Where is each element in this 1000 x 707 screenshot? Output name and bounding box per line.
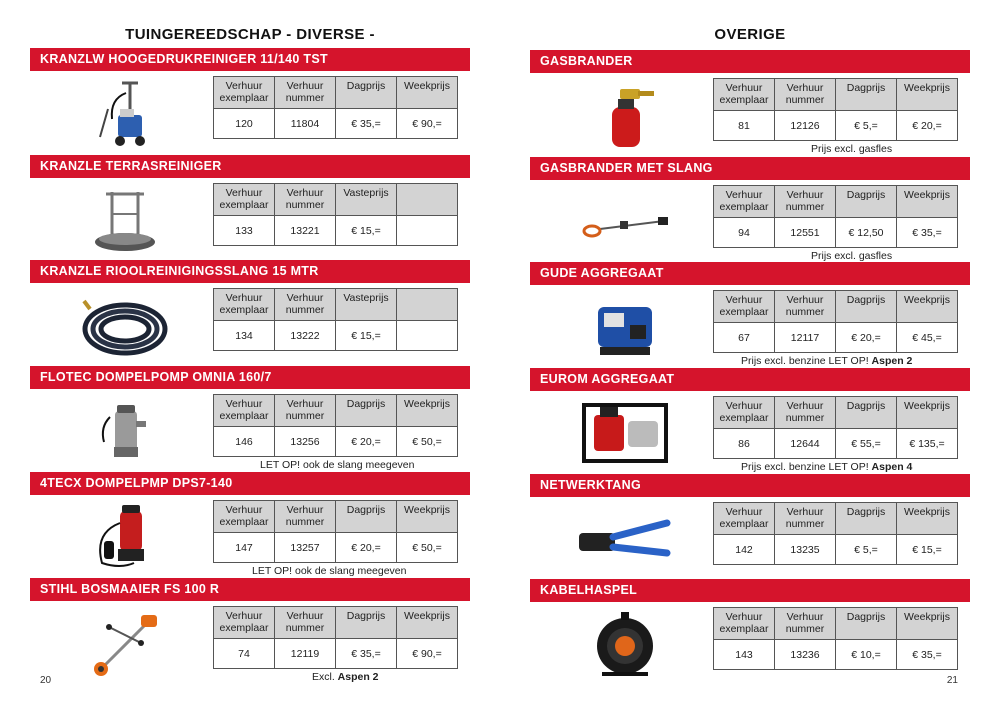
- value-cell: € 45,=: [897, 323, 958, 353]
- product-note: Excl. Aspen 2: [312, 671, 379, 683]
- price-table: [213, 606, 458, 669]
- value-cell: 147: [214, 533, 275, 563]
- product-note: Prijs excl. gasfles: [811, 250, 893, 262]
- header-cell: Vasteprijs: [336, 289, 397, 321]
- value-cell: 13222: [275, 321, 336, 351]
- value-cell: 12551: [775, 218, 836, 248]
- value-cell: 142: [714, 535, 775, 565]
- product-section: [530, 262, 970, 368]
- value-cell: € 35,=: [897, 218, 958, 248]
- product-section: [30, 260, 470, 366]
- product-title: EUROM AGGREGAAT: [530, 368, 970, 391]
- price-table: [213, 183, 458, 246]
- product-section: [530, 368, 970, 474]
- price-table: [213, 76, 458, 139]
- value-cell: € 55,=: [836, 429, 897, 459]
- header-cell: Dagprijs: [336, 77, 397, 109]
- product-section: [530, 157, 970, 263]
- header-cell: [397, 289, 458, 321]
- value-cell: 133: [214, 216, 275, 246]
- value-cell: 134: [214, 321, 275, 351]
- product-section: [30, 578, 470, 684]
- submersible-pump-icon: [75, 396, 175, 468]
- gas-torch-icon: [575, 80, 675, 152]
- product-title: FLOTEC DOMPELPOMP OMNIA 160/7: [30, 366, 470, 389]
- price-table: [213, 500, 458, 563]
- value-cell: € 35,=: [336, 639, 397, 669]
- header-cell: Verhuur exemplaar: [214, 607, 275, 639]
- value-cell: € 15,=: [336, 216, 397, 246]
- header-cell: Dagprijs: [336, 607, 397, 639]
- product-note: Prijs excl. benzine LET OP! Aspen 2: [741, 355, 913, 367]
- value-cell: € 5,=: [836, 111, 897, 141]
- header-cell: Weekprijs: [897, 186, 958, 218]
- header-cell: [397, 184, 458, 216]
- header-cell: Weekprijs: [397, 77, 458, 109]
- product-section: [530, 579, 970, 685]
- product-section: [30, 472, 470, 578]
- value-cell: 81: [714, 111, 775, 141]
- red-pump-icon: [75, 502, 175, 574]
- header-cell: Verhuur exemplaar: [214, 289, 275, 321]
- value-cell: € 5,=: [836, 535, 897, 565]
- product-section: [530, 50, 970, 156]
- product-title: 4TECX DOMPELPMP DPS7-140: [30, 472, 470, 495]
- product-section: [30, 155, 470, 261]
- header-cell: Verhuur nummer: [275, 607, 336, 639]
- page-title: TUINGEREEDSCHAP - DIVERSE -: [125, 26, 375, 43]
- brush-cutter-icon: [75, 608, 175, 680]
- header-cell: Dagprijs: [836, 291, 897, 323]
- value-cell: 12126: [775, 111, 836, 141]
- value-cell: 143: [714, 640, 775, 670]
- value-cell: 67: [714, 323, 775, 353]
- product-title: GASBRANDER MET SLANG: [530, 157, 970, 180]
- header-cell: Dagprijs: [836, 397, 897, 429]
- value-cell: 12119: [275, 639, 336, 669]
- header-cell: Weekprijs: [897, 79, 958, 111]
- header-cell: Verhuur nummer: [275, 184, 336, 216]
- header-cell: Verhuur nummer: [775, 79, 836, 111]
- value-cell: 86: [714, 429, 775, 459]
- header-cell: Verhuur nummer: [275, 77, 336, 109]
- value-cell: 13236: [775, 640, 836, 670]
- value-cell: € 20,=: [336, 533, 397, 563]
- product-title: NETWERKTANG: [530, 474, 970, 497]
- header-cell: Verhuur exemplaar: [714, 397, 775, 429]
- header-cell: Verhuur nummer: [275, 289, 336, 321]
- page-number: 20: [40, 675, 52, 686]
- page-title: OVERIGE: [714, 26, 786, 43]
- value-cell: 13235: [775, 535, 836, 565]
- value-cell: € 35,=: [336, 109, 397, 139]
- header-cell: Verhuur exemplaar: [214, 501, 275, 533]
- generator-blue-icon: [575, 292, 675, 364]
- header-cell: Dagprijs: [336, 395, 397, 427]
- value-cell: € 12,50: [836, 218, 897, 248]
- header-cell: Verhuur nummer: [775, 608, 836, 640]
- value-cell: € 35,=: [897, 640, 958, 670]
- product-section: [530, 474, 970, 580]
- product-title: KRANZLE TERRASREINIGER: [30, 155, 470, 178]
- product-title: STIHL BOSMAAIER FS 100 R: [30, 578, 470, 601]
- value-cell: 74: [214, 639, 275, 669]
- value-cell: € 10,=: [836, 640, 897, 670]
- header-cell: Verhuur nummer: [275, 501, 336, 533]
- product-title: KABELHASPEL: [530, 579, 970, 602]
- header-cell: Dagprijs: [336, 501, 397, 533]
- value-cell: 11804: [275, 109, 336, 139]
- header-cell: Verhuur exemplaar: [714, 503, 775, 535]
- price-table: [713, 185, 958, 248]
- right-page: [500, 0, 1000, 707]
- value-cell: 120: [214, 109, 275, 139]
- product-title: GUDE AGGREGAAT: [530, 262, 970, 285]
- page-number: 21: [946, 675, 958, 686]
- product-note: Prijs excl. gasfles: [811, 143, 893, 155]
- product-note: Prijs excl. benzine LET OP! Aspen 4: [741, 461, 913, 473]
- generator-red-icon: [575, 398, 675, 470]
- value-cell: € 90,=: [397, 639, 458, 669]
- value-cell: € 135,=: [897, 429, 958, 459]
- header-cell: Dagprijs: [836, 186, 897, 218]
- header-cell: Weekprijs: [897, 291, 958, 323]
- product-note: LET OP! ook de slang meegeven: [260, 459, 415, 471]
- value-cell: 94: [714, 218, 775, 248]
- value-cell: 13256: [275, 427, 336, 457]
- pressure-washer-icon: [75, 78, 175, 150]
- product-section: [30, 48, 470, 154]
- price-table: [713, 396, 958, 459]
- header-cell: Verhuur exemplaar: [214, 184, 275, 216]
- value-cell: 13257: [275, 533, 336, 563]
- header-cell: Weekprijs: [397, 501, 458, 533]
- header-cell: Verhuur exemplaar: [714, 186, 775, 218]
- header-cell: Vasteprijs: [336, 184, 397, 216]
- product-title: GASBRANDER: [530, 50, 970, 73]
- price-table: [713, 502, 958, 565]
- price-table: [213, 394, 458, 457]
- value-cell: € 50,=: [397, 427, 458, 457]
- header-cell: Verhuur nummer: [775, 186, 836, 218]
- value-cell: [397, 321, 458, 351]
- price-table: [713, 290, 958, 353]
- price-table: [213, 288, 458, 351]
- product-note: LET OP! ook de slang meegeven: [252, 565, 407, 577]
- sewer-hose-icon: [75, 290, 175, 362]
- price-table: [713, 78, 958, 141]
- value-cell: € 90,=: [397, 109, 458, 139]
- header-cell: Verhuur nummer: [275, 395, 336, 427]
- header-cell: Verhuur nummer: [775, 397, 836, 429]
- value-cell: 12117: [775, 323, 836, 353]
- header-cell: Verhuur exemplaar: [714, 79, 775, 111]
- header-cell: Verhuur exemplaar: [214, 77, 275, 109]
- header-cell: Dagprijs: [836, 79, 897, 111]
- torch-hose-icon: [575, 187, 675, 259]
- value-cell: € 50,=: [397, 533, 458, 563]
- cable-reel-icon: [575, 609, 675, 681]
- product-title: KRANZLE RIOOLREINIGINGSSLANG 15 MTR: [30, 260, 470, 283]
- value-cell: 13221: [275, 216, 336, 246]
- header-cell: Weekprijs: [897, 608, 958, 640]
- value-cell: € 20,=: [836, 323, 897, 353]
- header-cell: Verhuur exemplaar: [214, 395, 275, 427]
- header-cell: Verhuur nummer: [775, 291, 836, 323]
- crimping-tool-icon: [575, 504, 675, 576]
- value-cell: 146: [214, 427, 275, 457]
- terrace-cleaner-icon: [75, 185, 175, 257]
- value-cell: € 20,=: [897, 111, 958, 141]
- value-cell: € 15,=: [897, 535, 958, 565]
- product-section: [30, 366, 470, 472]
- value-cell: 12644: [775, 429, 836, 459]
- header-cell: Verhuur nummer: [775, 503, 836, 535]
- value-cell: € 20,=: [336, 427, 397, 457]
- value-cell: € 15,=: [336, 321, 397, 351]
- header-cell: Weekprijs: [897, 397, 958, 429]
- value-cell: [397, 216, 458, 246]
- product-title: KRANZLW HOOGEDRUKREINIGER 11/140 TST: [30, 48, 470, 71]
- header-cell: Weekprijs: [897, 503, 958, 535]
- header-cell: Weekprijs: [397, 607, 458, 639]
- header-cell: Dagprijs: [836, 608, 897, 640]
- header-cell: Verhuur exemplaar: [714, 608, 775, 640]
- header-cell: Verhuur exemplaar: [714, 291, 775, 323]
- header-cell: Weekprijs: [397, 395, 458, 427]
- price-table: [713, 607, 958, 670]
- header-cell: Dagprijs: [836, 503, 897, 535]
